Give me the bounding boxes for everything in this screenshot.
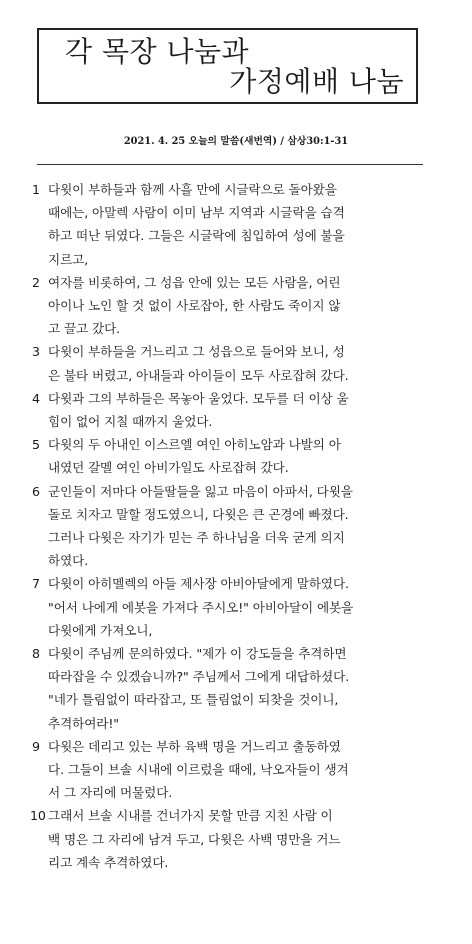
verse-text-line: 돌로 치자고 말할 정도였으니, 다윗은 큰 곤경에 빠졌다. (48, 506, 349, 522)
verse-item (32, 340, 428, 386)
verse-number: 3 (32, 344, 40, 360)
verse-item (32, 735, 428, 805)
verse-list (32, 178, 428, 874)
verse-item (32, 572, 428, 642)
verse-number: 1 (32, 182, 40, 197)
verse-number: 8 (32, 646, 40, 662)
verse-text-line: 다. 그들이 브솔 시내에 이르렀을 때에, 낙오자들이 생겨 (48, 762, 349, 778)
verse-text-line: 리고 계속 추격하였다. (48, 854, 169, 870)
verse-number: 7 (32, 576, 40, 592)
verse-text-line: 여자를 비롯하여, 그 성읍 안에 있는 모든 사람을, 어린 (48, 274, 341, 290)
verse-item (32, 178, 428, 271)
verse-item (32, 387, 428, 433)
verse-text-line: "네가 틀림없이 따라잡고, 또 틀림없이 되찾을 것이니, (48, 692, 339, 708)
title-line-1: 각 목장 나눔과 (65, 35, 250, 68)
verse-text-line: 고 끌고 갔다. (48, 321, 121, 337)
verse-number: 10 (30, 808, 46, 824)
title-box (37, 28, 418, 104)
title-line-2: 가정예배 나눔 (229, 65, 404, 98)
verse-text-line: 하였다. (48, 553, 89, 569)
verse-text-line: 지르고, (48, 251, 89, 267)
verse-text-line: 다윗의 두 아내인 이스르엘 여인 아히노암과 나발의 아 (48, 437, 341, 453)
verse-text-line: 아이나 노인 할 것 없이 사로잡아, 한 사람도 죽이지 않 (48, 298, 341, 314)
verse-text-line: 힘이 없어 지칠 때까지 울었다. (48, 414, 213, 430)
verse-number: 5 (32, 437, 40, 453)
verse-text-line: 은 불타 버렸고, 아내들과 아이들이 모두 사로잡혀 갔다. (48, 367, 349, 383)
verse-item (32, 433, 428, 479)
verse-text-line: 서 그 자리에 머물렀다. (48, 785, 173, 801)
verse-item (32, 642, 428, 735)
verse-number: 9 (32, 738, 40, 754)
verse-number: 4 (32, 390, 40, 406)
verse-text-line: 그래서 브솔 시내를 건너가지 못할 만큼 지친 사람 이 (48, 808, 333, 824)
verse-number: 2 (32, 274, 40, 290)
verse-text-line: 내였던 갈멜 여인 아비가일도 사로잡혀 갔다. (48, 460, 289, 476)
verse-text-line: 다윗에게 가져오니, (48, 622, 153, 638)
verse-text-line: 다윗과 그의 부하들은 목놓아 울었다. 모두를 더 이상 울 (48, 390, 349, 406)
verse-item (32, 804, 428, 874)
verse-text-line: 다윗이 아히멜렉의 아들 제사장 아비아달에게 말하였다. (48, 576, 349, 592)
verse-text-line: 추격하여라!" (48, 715, 119, 731)
scripture-heading: 2021. 4. 25 오늘의 말씀(새번역) / 삼상30:1-31 (123, 136, 349, 147)
divider-line (37, 164, 423, 165)
verse-item (32, 271, 428, 341)
verse-item (32, 480, 428, 573)
verse-text-line: 다윗은 데리고 있는 부하 육백 명을 거느리고 출동하였 (48, 738, 341, 754)
verse-text-line: "어서 나에게 에봇을 가져다 주시오!" 아비아달이 에봇을 (48, 599, 354, 615)
verse-number: 6 (32, 483, 40, 499)
verse-text-line: 때에는, 아말렉 사람이 이미 남부 지역과 시글락을 습격 (48, 205, 345, 221)
verse-text-line: 하고 떠난 뒤였다. 그들은 시글락에 침입하여 성에 불을 (48, 228, 345, 244)
verse-text-line: 군인들이 저마다 아들딸들을 잃고 마음이 아파서, 다윗을 (48, 483, 353, 499)
verse-text-line: 백 명은 그 자리에 남겨 두고, 다윗은 사백 명만을 거느 (48, 831, 341, 847)
verse-text-line: 따라잡을 수 있겠습니까?" 주님께서 그에게 대답하셨다. (48, 669, 350, 685)
verse-text-line: 다윗이 주님께 문의하였다. "제가 이 강도들을 추격하면 (48, 646, 347, 662)
verse-text-line: 다윗이 부하들과 함께 사흘 만에 시글락으로 돌아왔을 (48, 182, 337, 197)
verse-text-line: 그러나 다윗은 자기가 믿는 주 하나님을 더욱 굳게 의지 (48, 530, 345, 546)
verse-text-line: 다윗이 부하들을 거느리고 그 성읍으로 들어와 보니, 성 (48, 344, 345, 360)
